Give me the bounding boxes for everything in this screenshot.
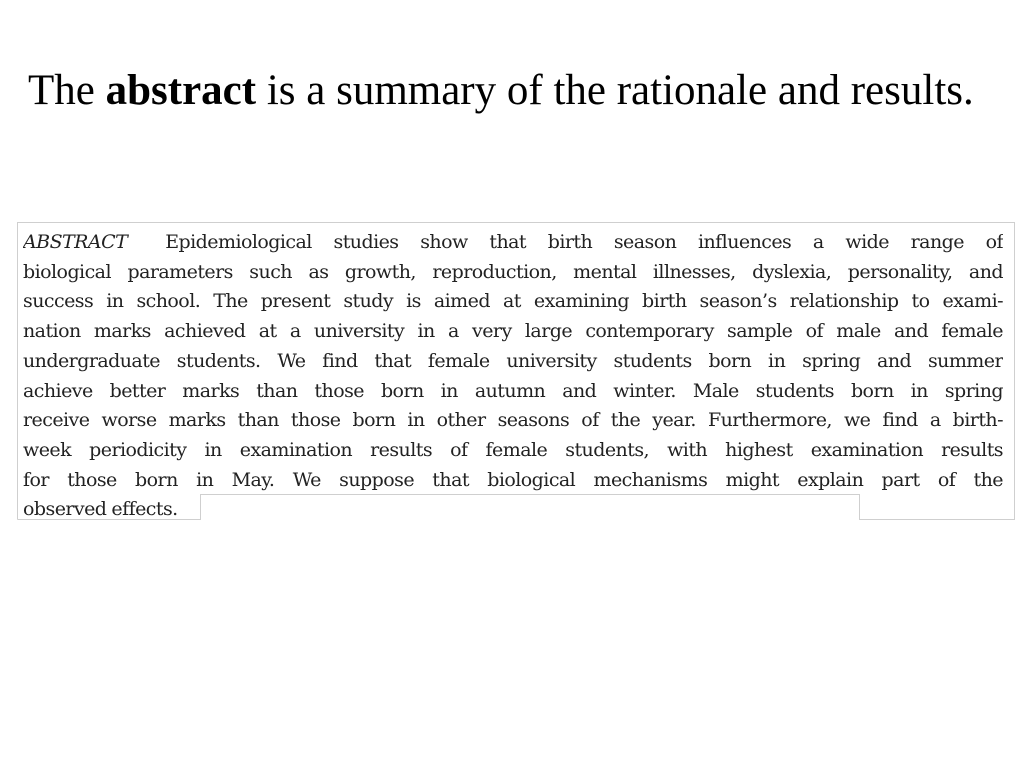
- slide-title-lead: The: [28, 67, 106, 114]
- abstract-line: week periodicity in examination results of female students, with highest examination results: [23, 438, 1003, 461]
- slide-title-keyword: abstract: [105, 67, 257, 114]
- abstract-line: success in school. The present study is aimed at examining birth season’s relationship to exami-: [23, 290, 1003, 313]
- abstract-line: observed effects.: [23, 498, 178, 521]
- abstract-line: undergraduate students. We find that female university students born in spring and summer: [23, 349, 1003, 372]
- abstract-line: biological parameters such as growth, reproduction, mental illnesses, dyslexia, personality, and: [23, 260, 1003, 283]
- abstract-line: [23, 228, 1003, 258]
- abstract-line: nation marks achieved at a university in a very large contemporary sample of male and female: [23, 320, 1003, 343]
- abstract-text: [23, 228, 1003, 525]
- abstract-line: receive worse marks than those born in other seasons of the year. Furthermore, we find a birth-: [23, 409, 1003, 432]
- slide-title-rest: is a summary of the rationale and results.: [256, 67, 974, 114]
- abstract-heading: ABSTRACT: [23, 231, 128, 253]
- abstract-line: achieve better marks than those born in autumn and winter. Male students born in spring: [23, 379, 1003, 402]
- abstract-line: for those born in May. We suppose that biological mechanisms might explain part of the: [23, 468, 1003, 491]
- abstract-excerpt-image: [17, 222, 1015, 520]
- abstract-line-text: Epidemiological studies show that birth season influences a wide range of: [165, 231, 1003, 253]
- slide-title: [28, 60, 1018, 121]
